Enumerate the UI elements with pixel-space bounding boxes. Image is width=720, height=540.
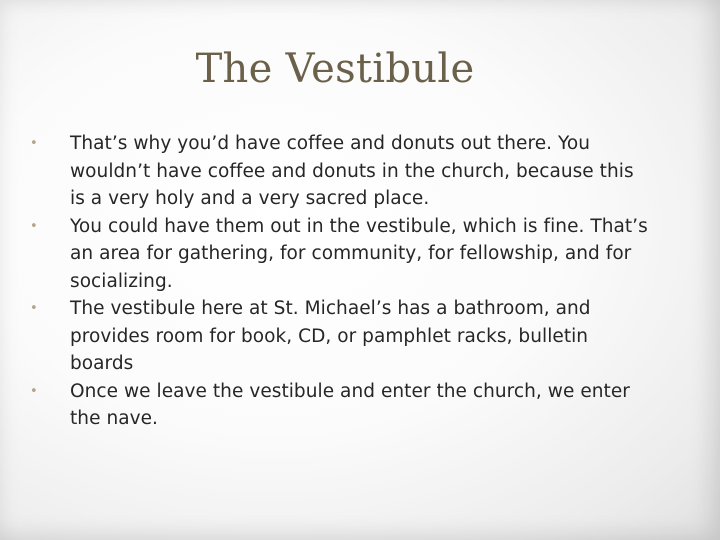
bullet-item (30, 295, 650, 378)
bullet-icon: • (30, 136, 38, 151)
bullet-list (30, 130, 650, 433)
bullet-text: That’s why you’d have coffee and donuts out there. You wouldn’t have coffee and donuts in the church, because this is a very holy and a very sacred place. (70, 133, 634, 209)
bullet-item (30, 213, 650, 296)
slide-title: The Vestibule (195, 46, 475, 92)
bullet-text: You could have them out in the vestibule, which is fine. That’s an area for gathering, for community, for fellowship, and for socializing. (70, 215, 648, 292)
bullet-item (30, 378, 650, 433)
bullet-item (30, 130, 650, 213)
bullet-icon: • (30, 383, 38, 399)
bullet-icon: • (30, 218, 38, 234)
bullet-text: The vestibule here at St. Michael’s has a bathroom, and provides room for book, CD, or pamphlet racks, bulletin boards (70, 298, 591, 374)
bullet-text: Once we leave the vestibule and enter the church, we enter the nave. (70, 380, 630, 429)
bullet-icon: • (30, 301, 38, 316)
